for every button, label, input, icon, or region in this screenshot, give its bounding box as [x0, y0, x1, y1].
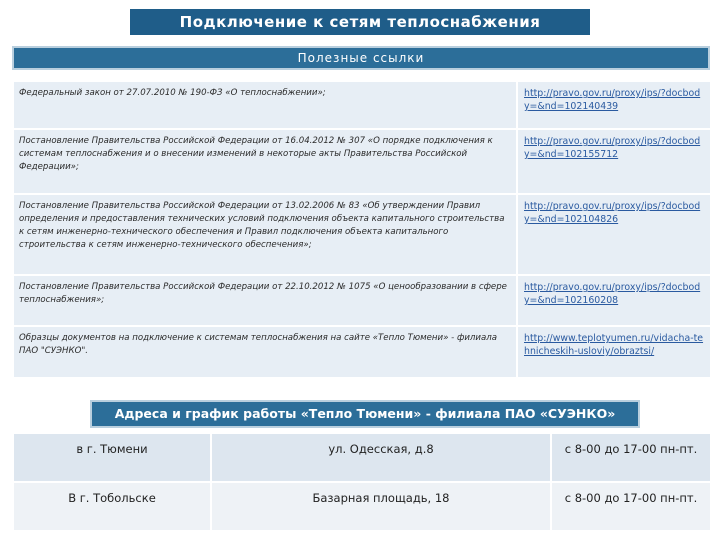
links-table [12, 80, 712, 379]
address-cell: Базарная площадь, 18 [211, 482, 551, 531]
document-title: Постановление Правительства Российской Федерации от 16.04.2012 № 307 «О порядке подключения к системам теплоснабжения и о внесении изменений в некоторые акты Правительства Российской Федерации»; [13, 129, 517, 194]
document-title: Федеральный закон от 27.07.2010 № 190-ФЗ «О теплоснабжении»; [13, 81, 517, 129]
table-row [13, 129, 711, 194]
document-title: Постановление Правительства Российской Федерации от 22.10.2012 № 1075 «О ценообразовании в сфере теплоснабжения»; [13, 275, 517, 326]
table-row [13, 482, 711, 531]
links-section-heading: Полезные ссылки [12, 46, 710, 70]
document-link[interactable]: http://pravo.gov.ru/proxy/ips/?docbody=&nd=102155712 [517, 129, 711, 194]
city-cell: в г. Тюмени [13, 433, 211, 482]
document-link[interactable]: http://pravo.gov.ru/proxy/ips/?docbody=&nd=102104826 [517, 194, 711, 275]
document-link[interactable]: http://pravo.gov.ru/proxy/ips/?docbody=&nd=102140439 [517, 81, 711, 129]
table-row [13, 433, 711, 482]
document-link[interactable]: http://pravo.gov.ru/proxy/ips/?docbody=&nd=102160208 [517, 275, 711, 326]
city-cell: В г. Тобольске [13, 482, 211, 531]
table-row [13, 275, 711, 326]
address-cell: ул. Одесская, д.8 [211, 433, 551, 482]
page-title: Подключение к сетям теплоснабжения [130, 9, 590, 35]
document-title: Постановление Правительства Российской Федерации от 13.02.2006 № 83 «Об утверждении Правил определения и предоставления технических условий подключения объекта капитального строительства к сетям инженерно-технического обеспечения и Правил подключения объекта капитального строительства к сетям инженерно-технического обеспечения»; [13, 194, 517, 275]
document-title: Образцы документов на подключение к системам теплоснабжения на сайте «Тепло Тюмени» - филиала ПАО "СУЭНКО". [13, 326, 517, 378]
hours-cell: с 8-00 до 17-00 пн-пт. [551, 433, 711, 482]
document-link[interactable]: http://www.teplotyumen.ru/vidacha-tehnicheskih-usloviy/obraztsi/ [517, 326, 711, 378]
hours-cell: с 8-00 до 17-00 пн-пт. [551, 482, 711, 531]
table-row [13, 326, 711, 378]
table-row [13, 81, 711, 129]
table-row [13, 194, 711, 275]
address-section-heading: Адреса и график работы «Тепло Тюмени» - филиала ПАО «СУЭНКО» [90, 400, 640, 428]
address-table [12, 432, 712, 532]
